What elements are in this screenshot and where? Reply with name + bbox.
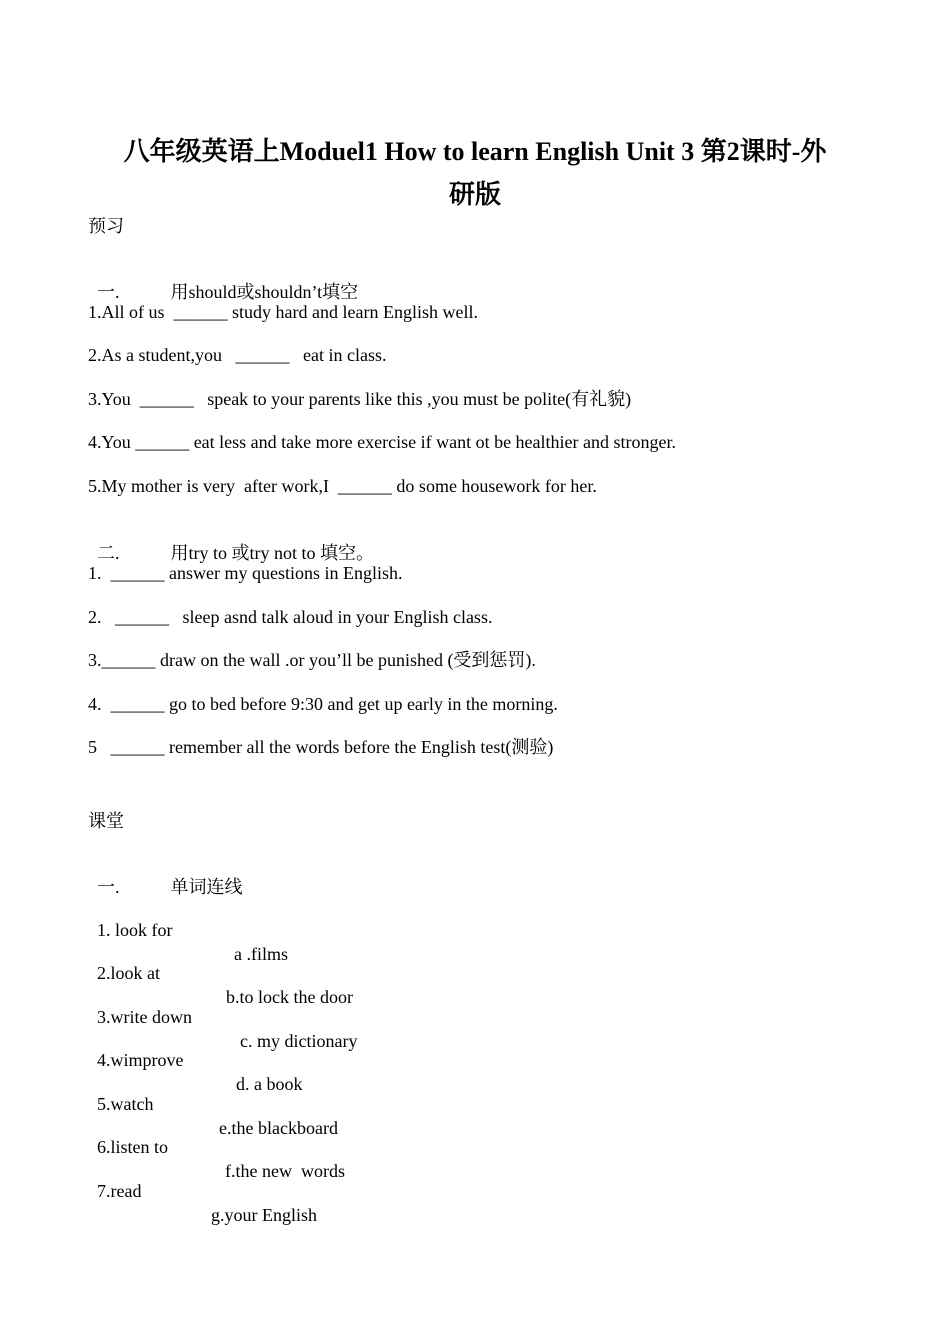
matching-left: 1. look for [97,920,173,940]
matching-left: 3.write down [97,1007,192,1027]
exercise-item: 4.You ______ eat less and take more exercise if want ot be healthier and stronger. [88,432,677,452]
document-title-line-1: 八年级英语上Moduel1 How to learn English Unit 3 第2课时-外 [123,137,827,166]
matching-right: b.to lock the door [226,987,353,1007]
matching-left: 6.listen to [97,1137,168,1157]
matching-left: 7.read [97,1181,142,1201]
exercise-item: 4. ______ go to bed before 9:30 and get up early in the morning. [88,694,558,714]
exercise-item: 3.______ draw on the wall .or you’ll be punished (受到惩罚). [88,650,536,670]
preview-section-1-header [88,256,358,304]
preview-heading: 预习 [88,216,124,236]
matching-left: 5.watch [97,1094,154,1114]
matching-right: g.your English [211,1205,317,1225]
matching-right: c. my dictionary [240,1031,358,1051]
matching-right: e.the blackboard [219,1118,338,1138]
exercise-item: 3.You ______ speak to your parents like this ,you must be polite(有礼貌) [88,389,632,409]
section-number: 一. [97,282,120,302]
section-instruction: 用try to 或try not to 填空。 [170,543,374,563]
document-title-line-2: 研版 [448,180,501,209]
matching-left: 4.wimprove [97,1050,184,1070]
matching-right: a .films [234,944,288,964]
matching-right: d. a book [236,1074,303,1094]
classroom-heading: 课堂 [88,811,124,831]
exercise-item: 2.As a student,you ______ eat in class. [88,345,387,365]
exercise-item: 2. ______ sleep asnd talk aloud in your English class. [88,607,493,627]
section-number: 二. [97,543,120,563]
exercise-item: 1. ______ answer my questions in English. [88,563,403,583]
section-instruction: 用should或shouldn’t填空 [170,282,359,302]
section-number: 一. [97,877,120,897]
matching-right: f.the new words [225,1161,345,1181]
exercise-item: 5 ______ remember all the words before the English test(测验) [88,737,554,757]
exercise-item: 5.My mother is very after work,I ______ do some housework for her. [88,476,597,496]
matching-left: 2.look at [97,963,160,983]
section-instruction: 单词连线 [170,877,243,897]
preview-section-2-header [88,517,374,565]
classroom-section-1-header [88,851,243,899]
exercise-item: 1.All of us ______ study hard and learn English well. [88,302,478,322]
